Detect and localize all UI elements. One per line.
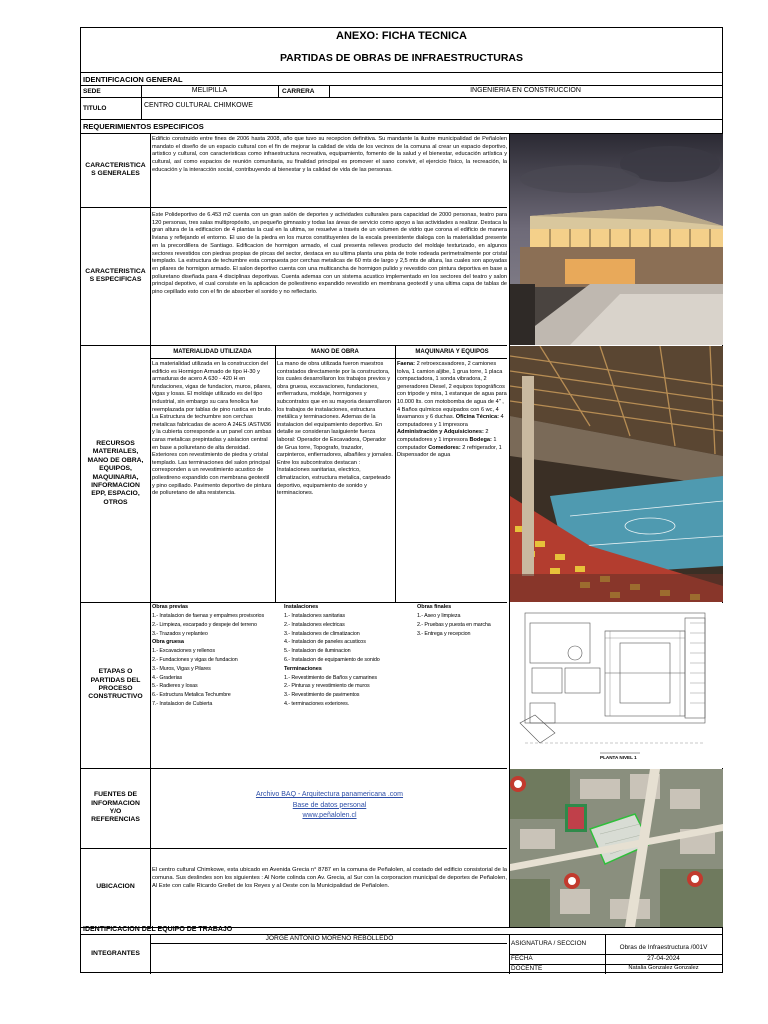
stage-item: 3.- Instalaciones de climatizacion (284, 630, 360, 637)
date-label: FECHA (511, 955, 533, 962)
stage-item: 6.- Instalacion de equipamiento de sonido (284, 656, 380, 663)
exterior-photo (510, 134, 723, 345)
sede-value: MELIPILLA (191, 87, 228, 94)
stage-item: 2.- Pinturas y revestimiento de muros (284, 683, 370, 690)
carrera-label: CARRERA (282, 88, 315, 95)
stage-heading: Terminaciones (284, 665, 322, 672)
general-characteristics-label: CARACTERISTICA S GENERALES (85, 161, 146, 177)
stage-item: 1.- Revestimiento de Baños y camarines (284, 674, 377, 681)
labor-column-heading: MANO DE OBRA (311, 349, 359, 355)
stage-item: 4.- Instalacion de paneles acusticos (284, 639, 366, 646)
stages-column-1 (152, 603, 284, 709)
stages-column-2 (284, 603, 416, 709)
stage-item: 7.- Instalacion de Cubierta (152, 700, 213, 707)
stage-item: 4.- Graderias (152, 674, 183, 681)
machinery-item: Oficina Técnica: 4 computadores y 1 impresora (397, 414, 504, 428)
source-link-baq[interactable]: Archivo BAQ - Arquitectura panamericana .com (255, 791, 404, 798)
sources-label: FUENTES DE INFORMACION Y/O REFERENCIAS (91, 791, 140, 824)
machinery-column-heading: MAQUINARIA Y EQUIPOS (415, 349, 489, 355)
date-value: 27-04-2024 (647, 955, 680, 962)
stage-item: 1.- Excavaciones y rellenos (152, 648, 215, 655)
stage-item: 1.- Aseo y limpieza (417, 613, 461, 620)
stage-item: 6.- Estructura Metalica Techumbre (152, 692, 231, 699)
stage-heading: Instalaciones (284, 604, 319, 610)
stage-item: 5.- Radieres y losas (152, 683, 198, 690)
machinery-text (397, 361, 507, 460)
stage-item: 3.- Revestimiento de pavimentos (284, 692, 360, 699)
machinery-item: Bodega: 1 computador (397, 436, 497, 451)
technical-sheet (80, 27, 723, 973)
requirements-section-heading: REQUERIMIENTOS ESPECIFICOS (83, 122, 204, 131)
teacher-value: Natalia Gonzalez Gonzalez (628, 965, 699, 971)
team-section-heading: IDENTIFICACION DEL EQUIPO DE TRABAJO (83, 926, 233, 933)
resources-label: RECURSOS MATERIALES, MANO DE OBRA, EQUIPOS, MAQUINARIA, INFORMACION EPP, ESPACIO, OTROS (87, 439, 144, 506)
aerial-map (510, 769, 723, 927)
stage-heading: Obras previas (152, 604, 189, 610)
titulo-label: TITULO (83, 105, 107, 112)
machinery-item: Administración y Adquisiciones: 2 computadores y 1 impresora (397, 429, 489, 443)
stage-item: 1.- Instalaciones sanitarias (284, 613, 346, 620)
page-title: ANEXO: FICHA TECNICA (336, 30, 467, 42)
course-value: Obras de Infraestructura /001V (619, 944, 708, 951)
machinery-item: Faena: 2 retroexcavadores, 2 camiones tolva, 1 camion aljibe, 1 grua torre, 1 placa compactadora, 1 sonda vibradora, 2 generadores Diesel, 2 equipos topográficos con tripode y mira, 1 estanque de agua para 10.000 lts. con motobomba de agua de 4" , 4 Baños químicos equipados con 6 wc, 4 lavamanos y 6 duchas. (397, 361, 507, 421)
stage-heading: Obra gruesa (152, 639, 184, 646)
stage-item: 2.- Instalaciones electricas (284, 621, 345, 628)
sources-links (150, 790, 509, 822)
titulo-value: CENTRO CULTURAL CHIMKOWE (144, 102, 253, 109)
materials-column-heading: MATERIALIDAD UTILIZADA (173, 349, 252, 355)
general-section-heading: IDENTIFICACION GENERAL (83, 75, 183, 84)
stage-item: 3.- Muros, Vigas y Pilares (152, 665, 211, 672)
location-label: UBICACION (96, 883, 135, 891)
stage-item: 2.- Fundaciones y vigas de fundacion (152, 657, 238, 664)
carrera-value: INGENIERIA EN CONSTRUCCION (470, 87, 581, 94)
stage-item: 3.- Trazados y replanteo (152, 630, 208, 637)
team-members-label: INTEGRANTES (91, 949, 140, 957)
teacher-label: DOCENTE (511, 965, 543, 972)
location-text: El centro cultural Chimkowe, esta ubicado en Avenida Grecia n° 8787 en la comuna de Peñalolen, al costado del edificio consistorial de la comuna. Sus deslindes son los siguientes : Al Norte colinda con Av. Grecia, al Sur con la corporacion municipal de deportes de Peñalolen, Al Este con calle Ricardo Grellet de los Reyes y al Oeste con la Municipalidad de Peñalolen. (152, 867, 507, 889)
stage-heading: Obras finales (417, 604, 452, 610)
source-link-personal-db[interactable]: Base de datos personal (292, 801, 367, 809)
course-label: ASIGNATURA / SECCION (511, 940, 587, 947)
stage-item: 4.- terminaciones exteriores. (284, 700, 350, 707)
labor-text: La mano de obra utilizada fueron maestros contratados directamente por la constructora, los cuales desarrollaron los trabajos previos y obra gruesa, excavaciones, fundaciones, enfierradura, moldaje, hormigones y subcontratos que en su mayoria desarrollaron los trabajos de instalaciones, estructura metálica y terminaciones. Ademas de la instalacion del equipamiento deportivo. En detalle se consideran lasiguiente fuerza laboral: Operador de Excavadora, Operador de Grua torre, Topografo, trazador, carpinteros, enfierradores, albañiles y jornales. Entre los subcontratos destacan : Instalaciones sanitarias, electrico, climatizacion, estructura metalica, carpeteado deportivo, equipamiento de sonido y terminaciones. (277, 361, 393, 497)
source-link-penalolen[interactable]: www.peñalolen.cl (302, 812, 357, 819)
floor-plan (510, 603, 723, 768)
materials-text: La materialidad utilizada en la construccion del edificio es Hormigon Armado de tipo H-30 y armaduras de acero A 630 - 420 H en fundaciones, vigas de fundacion, muros, pilares, vigas y losas. El moldaje utilizado es del tipo industrial, sin embargo su cara fenolica fue reemplazada por tablas de pino rustica en bruto. La Estructura de techumbre son cerchas metalicas fabricadas de acero A 24ES /ASTM36 y la cubierta corresponde a un panel con ambas caras metalicas prepintadas y aislacion central en base a poliuretano de alta densidad. Exteriores con revestimiento de piedra y cristal templado. Las terminaciones del salon principal corresponden a un revestimiento acustico de poliestireno expandido con membrana geotextil y pino cepillado. Pavimento deportivo de pintura de poliuretano de alta resistencia. (152, 361, 273, 497)
machinery-item: Comedores: 2 refrigerador, 1 Dispensador de agua (397, 444, 502, 459)
interior-photo (510, 346, 723, 602)
plan-caption: PLANTA NIVEL 1 (600, 755, 637, 760)
stages-label: ETAPAS O PARTIDAS DEL PROCESO CONSTRUCTIVO (88, 668, 143, 701)
team-member-name: JORGE ANTONIO MORENO REBOLLEDO (265, 935, 394, 942)
specific-characteristics-label: CARACTERISTICA S ESPECIFICAS (85, 267, 146, 283)
stage-item: 2.- Pruebas y puesta en marcha (417, 621, 491, 628)
stages-column-3 (417, 603, 509, 638)
stage-item: 2.- Limpieza, escarpado y despeje del terreno (152, 621, 257, 628)
stage-item: 1.- Instalacion de faenas y empalmes provisorios (152, 613, 265, 620)
stage-item: 3.- Entrega y recepcion (417, 630, 471, 637)
sede-label: SEDE (83, 88, 101, 95)
stage-item: 5.- Instalacion de iluminacion (284, 648, 351, 655)
general-characteristics-text: Edificio construido entre fines de 2006 hasta 2008, año que tuvo su recepcion definitiva. Su mandante la ilustre municipalidad de Peñalolen mandato el diseño de un espacio cultural con el fin de mejorar la calidad de vida de los vecinos de la comuna al crear un espacio deportivo, artistico y cultural, con caracteristicas como infraestructura recreativa, equipamiento, fomento de la salud y el bienestar, educación artística y cultural, así como espacios de reunión comunitaria, su finalidad principal es promover el sano convivir, el ejercicio físico, la recreación, la educación y la interacción social, contribuyendo al bienestar y la calidad de vida de las personas. (152, 136, 507, 173)
page-subtitle: PARTIDAS DE OBRAS DE INFRAESTRUCTURAS (279, 52, 524, 64)
specific-characteristics-text: Este Polideportivo de 6.453 m2 cuenta con un gran salón de deportes y actividades culturales para capacidad de 2000 personas, teatro para 120 personas, tres salas multipropósito, un pequeño gimnasio y todas las áreas de servicio como apoyo a las actividades a realizar. Destaca la gran altura de la edificacion de 4 plantas la cual en la ultima, se resuelve a través de un volumen de vidrio que corona el edificio de manera liviana y reflejando el entorno. El uso de la piedra en los muros constituyentes de la escala preexistente dialoga con la materialidad presente en la precordillera de Santiago. Edificacion de hormigon armado, el cual presenta relieves producto del moldaje texturizado, en algunos sectores revestidos con piedras propias de pircas del sector, destaca en su ultima planta una pista de trote rodeada perimetralmente por cristal templado. La estructura de techumbre esta compuesta por cerchas metalicas de 60 mts de largo y 2,5 mts de altura, las cuales son apoyadas en pilares de hormigon armado. El salon deportivo cuenta con una multicancha de hormigon pulido y revestido con pintura deportiva en base a poliuretano diseñada para 4 disciplinas deportivas. Cuenta ademas con un sistema acustico implementado en los sectores del teatro y salon principal depotivo, el cual consiste en la aplicacion de poliestireno expandido revestido en membrana geotextil y una ultima capa de tablas de pino cepillado esto con el fin de absorber el sonido y no reflectario. (152, 212, 507, 296)
